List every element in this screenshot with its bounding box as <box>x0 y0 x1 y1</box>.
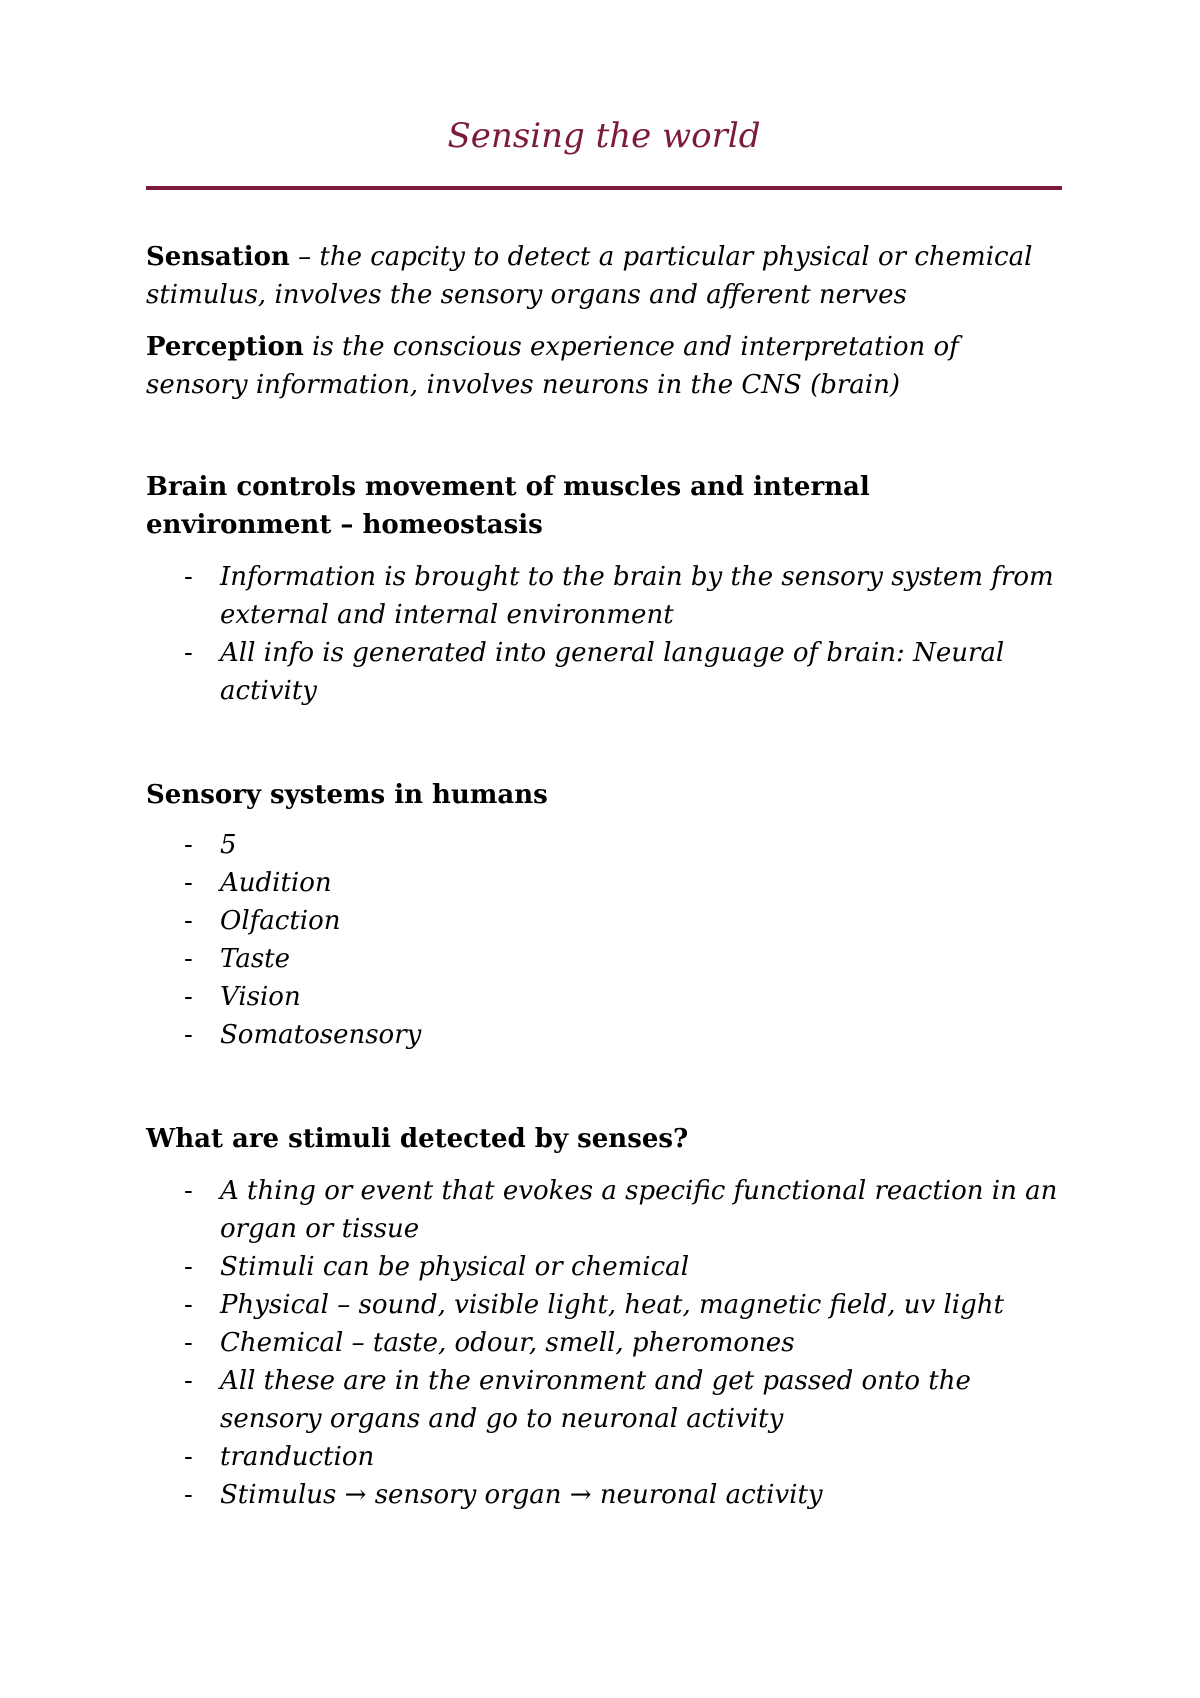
list-item-text: Stimuli can be physical or chemical <box>220 1252 690 1282</box>
list-item-text: A thing or event that evokes a specific functional reaction in an organ or tissue <box>220 1176 1058 1244</box>
section-heading-brain: Brain controls movement of muscles and internal environment – homeostasis <box>146 472 870 540</box>
dash-marker: - <box>184 868 193 898</box>
list-item <box>146 826 1062 864</box>
list-item <box>146 634 1062 710</box>
list-item-text: Vision <box>220 982 301 1012</box>
dash-marker: - <box>184 562 193 592</box>
definition-sensation <box>146 238 1062 314</box>
section-heading-sensory-systems: Sensory systems in humans <box>146 780 548 810</box>
list-item <box>146 1362 1062 1438</box>
dash-marker: - <box>184 1366 193 1396</box>
definition-sensation-text: – the capcity to detect a particular physical or chemical stimulus, involves the sensory organs and afferent nerves <box>146 242 1033 310</box>
dash-marker: - <box>184 1252 193 1282</box>
dash-marker: - <box>184 1328 193 1358</box>
list-item <box>146 1438 1062 1476</box>
definition-perception <box>146 328 1062 404</box>
dash-marker: - <box>184 830 193 860</box>
dash-marker: - <box>184 906 193 936</box>
list-item <box>146 1172 1062 1248</box>
list-item-text: Physical – sound, visible light, heat, magnetic field, uv light <box>220 1290 1004 1320</box>
list-item <box>146 940 1062 978</box>
list-sensory-systems <box>146 826 1062 1054</box>
list-item-text: Audition <box>220 868 332 898</box>
list-item-text: All info is generated into general language of brain: Neural activity <box>220 638 1005 706</box>
list-item <box>146 558 1062 634</box>
section-heading-stimuli: What are stimuli detected by senses? <box>146 1124 689 1154</box>
dash-marker: - <box>184 1176 193 1206</box>
dash-marker: - <box>184 1480 193 1510</box>
dash-marker: - <box>184 982 193 1012</box>
list-item-text: Olfaction <box>220 906 341 936</box>
list-item <box>146 1324 1062 1362</box>
dash-marker: - <box>184 1442 193 1472</box>
list-item <box>146 1476 1062 1514</box>
list-item-text: Information is brought to the brain by the sensory system from external and internal environment <box>220 562 1054 630</box>
term-sensation: Sensation <box>146 242 290 272</box>
list-item-text: Somatosensory <box>220 1020 422 1050</box>
list-item-text: All these are in the environment and get passed onto the sensory organs and go to neuronal activity <box>220 1366 971 1434</box>
dash-marker: - <box>184 944 193 974</box>
dash-marker: - <box>184 1020 193 1050</box>
list-item-text: Stimulus → sensory organ → neuronal activity <box>220 1480 823 1510</box>
page-title: Sensing the world <box>447 116 761 156</box>
list-item <box>146 902 1062 940</box>
list-stimuli <box>146 1172 1062 1514</box>
definition-perception-text: is the conscious experience and interpretation of sensory information, involves neurons in the CNS (brain) <box>146 332 959 400</box>
list-item <box>146 1248 1062 1286</box>
list-item <box>146 978 1062 1016</box>
list-item-text: Chemical – taste, odour, smell, pheromones <box>220 1328 795 1358</box>
list-item <box>146 1286 1062 1324</box>
list-item <box>146 1016 1062 1054</box>
dash-marker: - <box>184 638 193 668</box>
list-item <box>146 864 1062 902</box>
list-brain <box>146 558 1062 710</box>
list-item-text: tranduction <box>220 1442 375 1472</box>
term-perception: Perception <box>146 332 304 362</box>
title-divider <box>146 186 1062 190</box>
dash-marker: - <box>184 1290 193 1320</box>
list-item-text: Taste <box>220 944 291 974</box>
list-item-text: 5 <box>220 830 237 860</box>
